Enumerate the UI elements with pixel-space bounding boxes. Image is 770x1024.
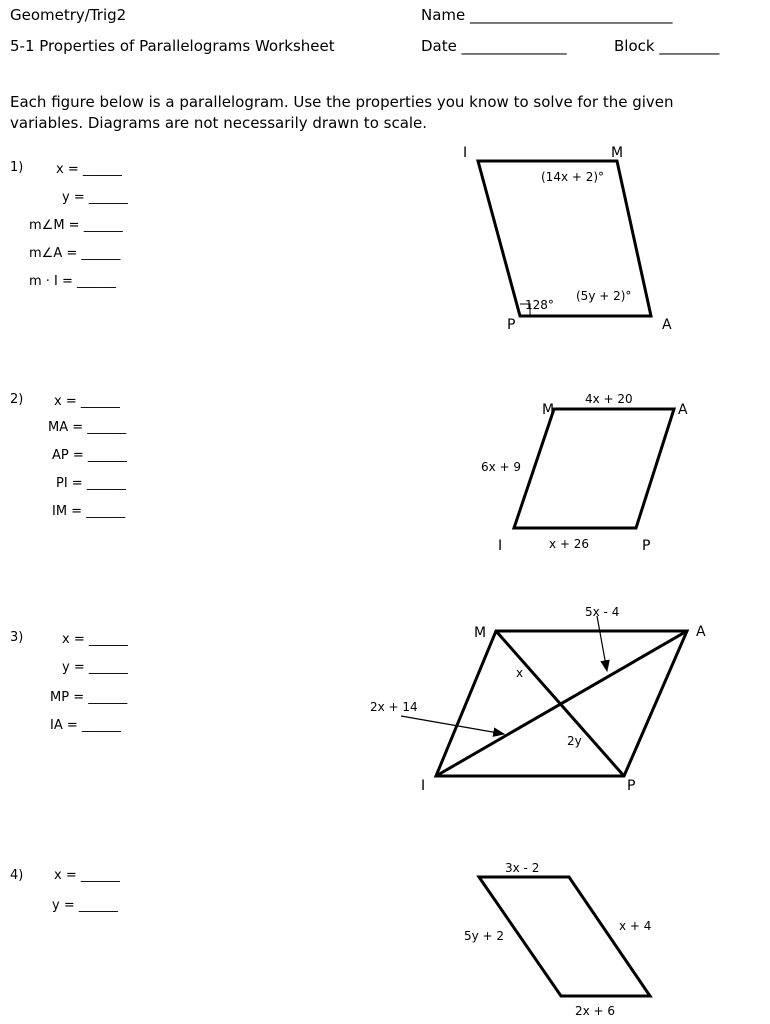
figure-4-right-label: x + 4: [619, 919, 652, 933]
figure-1-vertex-i: I: [463, 145, 468, 161]
figure-1-angle-m-label: (14x + 2)°: [541, 170, 605, 184]
figure-1-angle-p-label: 128°: [525, 298, 554, 312]
figure-4-left-label: 5y + 2: [464, 929, 505, 943]
figure-3-segment-2x14-label: 2x + 14: [370, 700, 418, 714]
problem-3-mp-answer[interactable]: MP = ______: [50, 690, 128, 705]
figure-2-side-ma-label: 4x + 20: [585, 392, 633, 406]
problem-2-ap-answer[interactable]: AP = ______: [52, 448, 127, 463]
problem-2-im-answer[interactable]: IM = ______: [52, 504, 126, 519]
problem-2-x-answer[interactable]: x = ______: [54, 394, 120, 409]
figure-3-parallelogram: [370, 605, 706, 794]
block-field[interactable]: Block ________: [614, 37, 720, 55]
figure-1-vertex-m: M: [611, 145, 624, 161]
figure-2-vertex-m: M: [542, 402, 555, 418]
problem-1-y-answer[interactable]: y = ______: [62, 190, 128, 205]
figure-2-vertex-a: A: [678, 402, 688, 418]
figure-4-top-label: 3x - 2: [505, 861, 540, 875]
figure-2-parallelogram: [481, 392, 688, 554]
problem-4-y-answer[interactable]: y = ______: [52, 898, 118, 913]
name-field[interactable]: Name ___________________________: [421, 6, 673, 24]
figure-2-side-im-label: 6x + 9: [481, 460, 522, 474]
date-field[interactable]: Date ______________: [421, 37, 567, 55]
figure-3-vertex-a: A: [696, 624, 706, 640]
problem-3-number: 3): [10, 630, 24, 645]
problem-4-number: 4): [10, 868, 24, 883]
problem-1-number: 1): [10, 160, 24, 175]
figure-2-outline: [514, 409, 674, 528]
figure-3-arrow-2x14: [401, 716, 504, 734]
figure-2-side-ip-label: x + 26: [549, 537, 590, 551]
figure-3-segment-x-label: x: [516, 666, 524, 680]
instructions-line-1: Each figure below is a parallelogram. Use the properties you know to solve for the given: [10, 93, 674, 111]
problem-2-ma-answer[interactable]: MA = ______: [48, 420, 127, 435]
figure-3-arrow-5x: [597, 616, 607, 671]
problem-2-number: 2): [10, 392, 24, 407]
instructions-line-2: variables. Diagrams are not necessarily drawn to scale.: [10, 114, 428, 132]
figure-1-parallelogram: [463, 145, 672, 333]
figure-4-outline: [479, 877, 650, 996]
problem-2-pi-answer[interactable]: PI = ______: [56, 476, 126, 491]
worksheet-title: 5-1 Properties of Parallelograms Worksheet: [10, 37, 335, 55]
problem-3-y-answer[interactable]: y = ______: [62, 660, 128, 675]
figure-3-segment-5x-label: 5x - 4: [585, 605, 620, 619]
problem-1-angle-m-answer[interactable]: m∠M = ______: [29, 218, 123, 233]
figure-4-bottom-label: 2x + 6: [575, 1004, 616, 1018]
figure-2-vertex-i: I: [498, 538, 503, 554]
figure-3-segment-2y-label: 2y: [567, 734, 582, 748]
figure-1-angle-a-label: (5y + 2)°: [576, 289, 632, 303]
figure-1-vertex-a: A: [662, 317, 672, 333]
course-title: Geometry/Trig2: [10, 6, 127, 24]
problem-3-ia-answer[interactable]: IA = ______: [50, 718, 121, 733]
figure-3-vertex-i: I: [421, 778, 426, 794]
figure-3-vertex-p: P: [627, 778, 636, 794]
problem-1-angle-i-answer[interactable]: m · I = ______: [29, 274, 117, 289]
figure-3-vertex-m: M: [474, 625, 487, 641]
problem-4-x-answer[interactable]: x = ______: [54, 868, 120, 883]
figure-2-vertex-p: P: [642, 538, 651, 554]
problem-1-angle-a-answer[interactable]: m∠A = ______: [29, 246, 121, 261]
problem-1-x-answer[interactable]: x = ______: [56, 162, 122, 177]
figure-3-diagonal-ia: [436, 631, 687, 776]
figure-1-vertex-p: P: [507, 317, 516, 333]
problem-3-x-answer[interactable]: x = ______: [62, 632, 128, 647]
figure-4-parallelogram: [464, 861, 651, 1018]
